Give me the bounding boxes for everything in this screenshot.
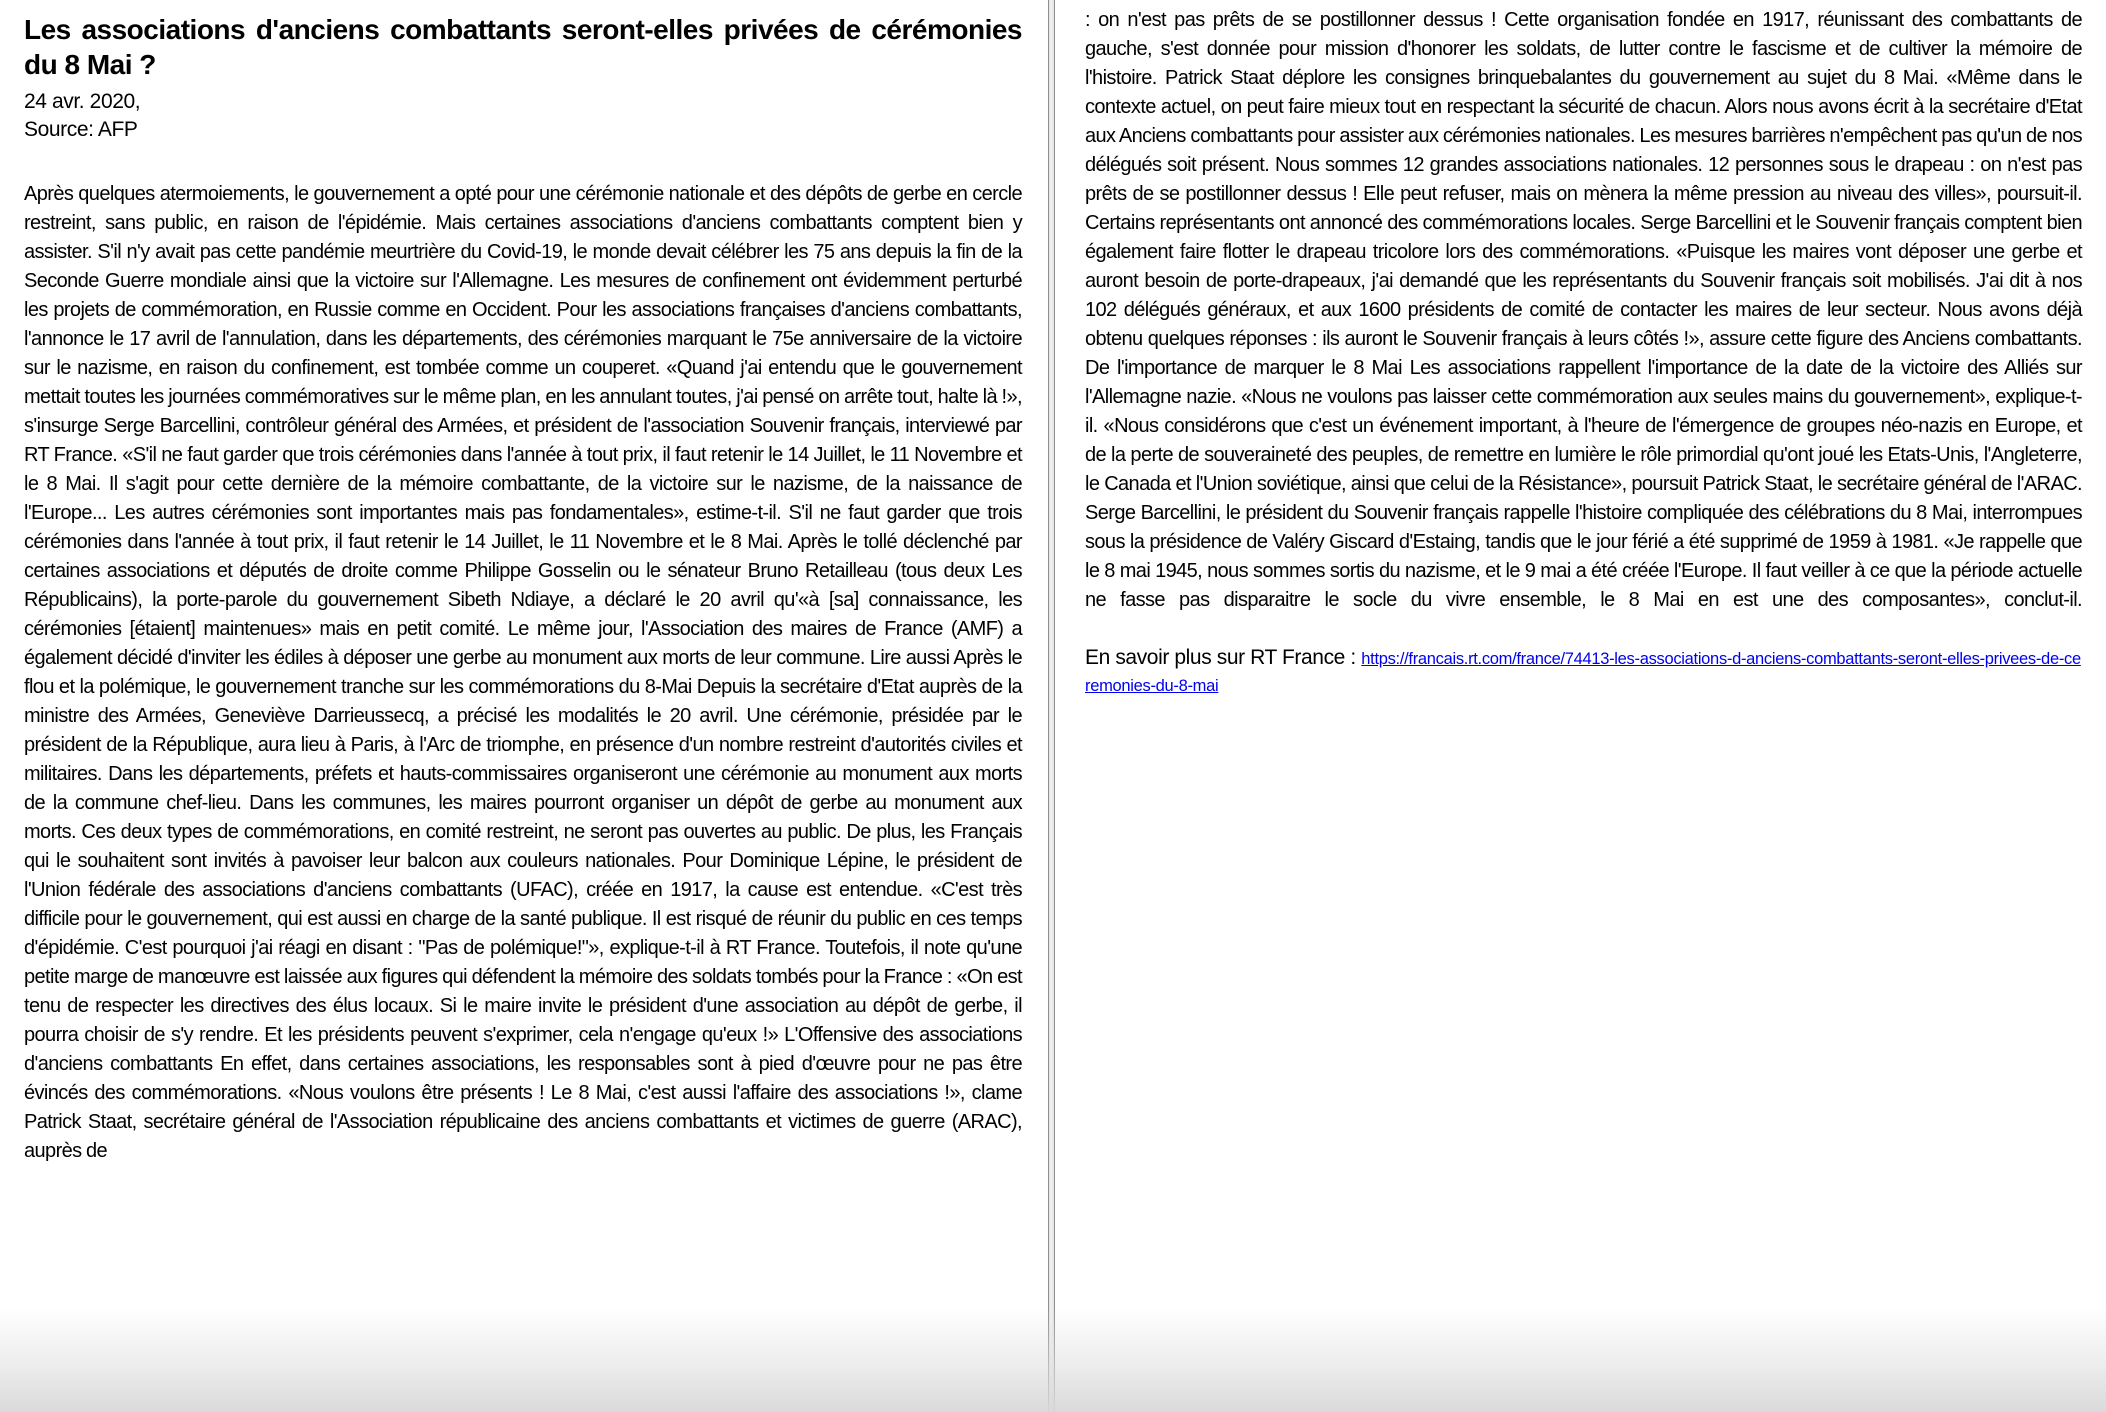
article-right-column: [1055, 0, 2106, 1412]
article-title: Les associations d'anciens combattants seront-elles privées de cérémonies du 8 Mai ?: [24, 14, 1022, 80]
article-body-left: Après quelques atermoiements, le gouvernement a opté pour une cérémonie nationale et des dépôts de gerbe en cercle restreint, sans public, en raison de l'épidémie. Mais certaines associations d'anciens combattants comptent bien y assister. S'il n'y avait pas cette pandémie meurtrière du Covid-19, le monde devait célébrer les 75 ans depuis la fin de la Seconde Guerre mondiale ainsi que la victoire sur l'Allemagne. Les mesures de confinement ont évidemment perturbé les projets de commémoration, en Russie comme en Occident. Pour les associations françaises d'anciens combattants, l'annonce le 17 avril de l'annulation, dans les départements, des cérémonies marquant le 75e anniversaire de la victoire sur le nazisme, en raison du confinement, est tombée comme un couperet. «Quand j'ai entendu que le gouvernement mettait toutes les journées commémoratives sur le même plan, en les annulant toutes, j'ai pensé on arrête tout, halte là !», s'insurge Serge Barcellini, contrôleur général des Armées, et président de l'association Souvenir français, interviewé par RT France. «S'il ne faut garder que trois cérémonies dans l'année à tout prix, il faut retenir le 14 Juillet, le 11 Novembre et le 8 Mai. Il s'agit pour cette dernière de la mémoire combattante, de la victoire sur le nazisme, de la naissance de l'Europe... Les autres cérémonies sont importantes mais pas fondamentales», estime-t-il. S'il ne faut garder que trois cérémonies dans l'année à tout prix, il faut retenir le 14 Juillet, le 11 Novembre et le 8 Mai. Après le tollé déclenché par certaines associations et députés de droite comme Philippe Gosselin ou le sénateur Bruno Retailleau (tous deux Les Républicains), la porte-parole du gouvernement Sibeth Ndiaye, a déclaré le 20 avril qu'«à [sa] connaissance, les cérémonies [étaient] maintenues» mais en petit comité. Le même jour, l'Association des maires de France (AMF) a également décidé d'inviter les édiles à déposer une gerbe au monument aux morts de leur commune. Lire aussi Après le flou et la polémique, le gouvernement tranche sur les commémorations du 8-Mai Depuis la secrétaire d'Etat auprès de la ministre des Armées, Geneviève Darrieussecq, a précisé les modalités le 20 avril. Une cérémonie, présidée par le président de la République, aura lieu à Paris, à l'Arc de triomphe, en présence d'un nombre restreint d'autorités civiles et militaires. Dans les départements, préfets et hauts-commissaires organiseront une cérémonie au monument aux morts de la commune chef-lieu. Dans les communes, les maires pourront organiser un dépôt de gerbe au monument aux morts. Ces deux types de commémorations, en comité restreint, ne seront pas ouvertes au public. De plus, les Français qui le souhaitent sont invités à pavoiser leur balcon aux couleurs nationales. Pour Dominique Lépine, le président de l'Union fédérale des associations d'anciens combattants (UFAC), créée en 1917, la cause est entendue. «C'est très difficile pour le gouvernement, qui est aussi en charge de la santé publique. Il est risqué de réunir du public en ces temps d'épidémie. C'est pourquoi j'ai réagi en disant : "Pas de polémique!"», explique-t-il à RT France. Toutefois, il note qu'une petite marge de manœuvre est laissée aux figures qui défendent la mémoire des soldats tombés pour la France : «On est tenu de respecter les directives des élus locaux. Si le maire invite le président d'une association au dépôt de gerbe, il pourra choisir de s'y rendre. Et les présidents peuvent s'exprimer, cela n'engage qu'eux !» L'Offensive des associations d'anciens combattants En effet, dans certaines associations, les responsables sont à pied d'œuvre pour ne pas être évincés des commémorations. «Nous voulons être présents ! Le 8 Mai, c'est aussi l'affaire des associations !», clame Patrick Staat, secrétaire général de l'Association républicaine des anciens combattants et victimes de guerre (ARAC), auprès de: [24, 183, 1022, 1162]
vertical-scrollbar[interactable]: [1048, 0, 1055, 1412]
article-left-column: [0, 0, 1048, 1412]
read-more-label: En savoir plus sur RT France :: [1085, 646, 1362, 669]
article-date: 24 avr. 2020,: [24, 90, 141, 113]
article-source: Source: AFP: [24, 118, 138, 141]
read-more-row: [1085, 645, 2082, 699]
article-source-link[interactable]: https://francais.rt.com/france/74413-les-associations-d-anciens-combattants-seront-elles-privees-de-ceremonies-du-8-mai: [1085, 650, 2081, 695]
article-body-right: : on n'est pas prêts de se postillonner dessus ! Cette organisation fondée en 1917, réunissant des combattants de gauche, s'est donnée pour mission d'honorer les soldats, de lutter contre le fascisme et de cultiver la mémoire de l'histoire. Patrick Staat déplore les consignes brinquebalantes du gouvernement au sujet du 8 Mai. «Même dans le contexte actuel, on peut faire mieux tout en respectant la sécurité de chacun. Alors nous avons écrit à la secrétaire d'Etat aux Anciens combattants pour assister aux cérémonies nationales. Les mesures barrières n'empêchent pas qu'un de nos délégués soit présent. Nous sommes 12 grandes associations nationales. 12 personnes sous le drapeau : on n'est pas prêts de se postillonner dessus ! Elle peut refuser, mais on mènera la même pression au niveau des villes», poursuit-il. Certains représentants ont annoncé des commémorations locales. Serge Barcellini et le Souvenir français comptent bien également faire flotter le drapeau tricolore lors des commémorations. «Puisque les maires vont déposer une gerbe et auront besoin de porte-drapeaux, j'ai demandé que les représentants du Souvenir français soit mobilisés. J'ai dit à nos 102 délégués généraux, et aux 1600 présidents de comité de contacter les maires de leur secteur. Nous avons déjà obtenu quelques réponses : ils auront le Souvenir français à leurs côtés !», assure cette figure des Anciens combattants. De l'importance de marquer le 8 Mai Les associations rappellent l'importance de la date de la victoire des Alliés sur l'Allemagne nazie. «Nous ne voulons pas laisser cette commémoration aux seules mains du gouvernement», explique-t-il. «Nous considérons que c'est un événement important, à l'heure de l'émergence de groupes néo-nazis en Europe, et de la perte de souveraineté des peuples, de remettre en lumière le rôle primordial qu'ont joué les Etats-Unis, l'Angleterre, le Canada et l'Union soviétique, ainsi que celui de la Résistance», poursuit Patrick Staat, le secrétaire général de l'ARAC. Serge Barcellini, le président du Souvenir français rappelle l'histoire compliquée des célébrations du 8 Mai, interrompues sous la présidence de Valéry Giscard d'Estaing, tandis que le jour férié a été supprimé de 1959 à 1981. «Je rappelle que le 8 mai 1945, nous sommes sortis du nazisme, et le 9 mai a été créée l'Europe. Il faut veiller à ce que la période actuelle ne fasse pas disparaitre le socle du vivre ensemble, le 8 Mai en est une des composantes», conclut-il.: [1085, 9, 2082, 611]
